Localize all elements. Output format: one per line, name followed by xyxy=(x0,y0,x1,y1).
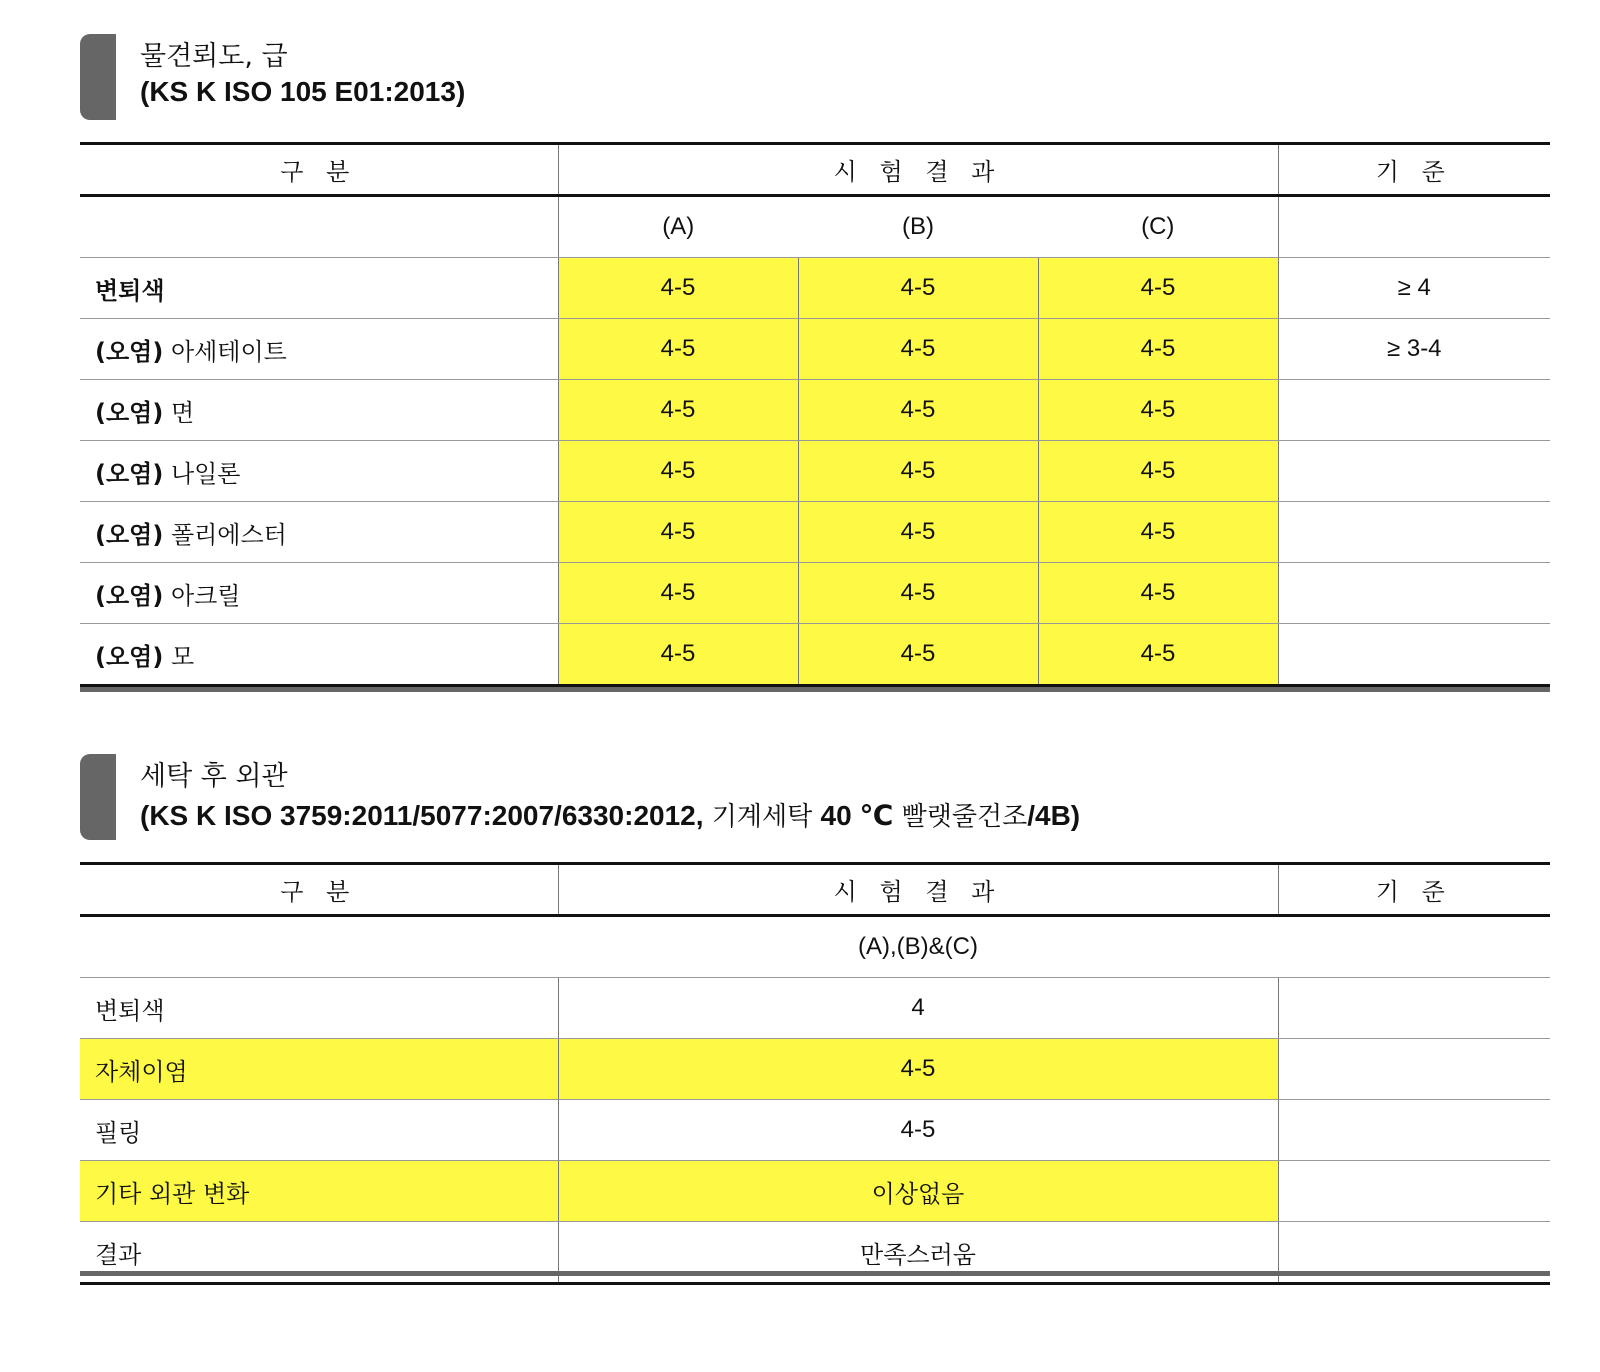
result-a: 4-5 xyxy=(558,319,798,380)
standard-value: ≥ 4 xyxy=(1278,258,1550,319)
sub-header-b: (B) xyxy=(798,196,1038,258)
row-label: 변퇴색 xyxy=(80,258,558,319)
result-b: 4-5 xyxy=(798,319,1038,380)
result-a: 4-5 xyxy=(558,441,798,502)
sub-header-abc: (A),(B)&(C) xyxy=(558,916,1278,978)
section-standard: (KS K ISO 3759:2011/5077:2007/6330:2012, 기계세탁 40 ℃ 빨랫줄건조/4B) xyxy=(140,800,1081,832)
row-label: (오염) 면 xyxy=(80,380,558,441)
section-divider xyxy=(80,687,1550,692)
section-title: 물견뢰도, 급 xyxy=(140,41,288,72)
sub-header-a: (A) xyxy=(558,196,798,258)
result-c: 4-5 xyxy=(1038,502,1278,563)
standard-value xyxy=(1278,978,1550,1039)
standard-value xyxy=(1278,502,1550,563)
sub-header-empty xyxy=(80,196,558,258)
appearance-table xyxy=(80,862,1550,1285)
result-c: 4-5 xyxy=(1038,319,1278,380)
table-row xyxy=(80,258,1550,319)
sub-header-row xyxy=(80,196,1550,258)
sub-header-standard xyxy=(1278,196,1550,258)
result-c: 4-5 xyxy=(1038,624,1278,686)
section-marker xyxy=(80,34,116,120)
standard-value xyxy=(1278,624,1550,686)
result-c: 4-5 xyxy=(1038,258,1278,319)
result-a: 4-5 xyxy=(558,380,798,441)
standard-value: ≥ 3-4 xyxy=(1278,319,1550,380)
table-row xyxy=(80,978,1550,1039)
table-row xyxy=(80,1100,1550,1161)
sub-header-empty xyxy=(80,916,558,978)
header-category: 구 분 xyxy=(80,864,558,916)
result-c: 4-5 xyxy=(1038,380,1278,441)
table-row xyxy=(80,319,1550,380)
result-b: 4-5 xyxy=(798,563,1038,624)
section-title: 세탁 후 외관 xyxy=(140,761,288,792)
row-label: 자체이염 xyxy=(80,1039,558,1100)
header-standard: 기 준 xyxy=(1278,864,1550,916)
header-result: 시 험 결 과 xyxy=(558,144,1278,196)
header-result: 시 험 결 과 xyxy=(558,864,1278,916)
section-header xyxy=(80,754,1550,840)
sub-header-row xyxy=(80,916,1550,978)
row-label: 변퇴색 xyxy=(80,978,558,1039)
section-marker xyxy=(80,754,116,840)
table-row xyxy=(80,380,1550,441)
table-row xyxy=(80,441,1550,502)
section-standard: (KS K ISO 105 E01:2013) xyxy=(140,76,466,107)
result-value: 4 xyxy=(558,978,1278,1039)
section-divider xyxy=(80,1271,1550,1276)
table-row xyxy=(80,624,1550,686)
sub-header-standard xyxy=(1278,916,1550,978)
colorfastness-table xyxy=(80,142,1550,687)
row-label: (오염) 폴리에스터 xyxy=(80,502,558,563)
sub-header-c: (C) xyxy=(1038,196,1278,258)
colorfastness-section xyxy=(80,34,1550,671)
table-row xyxy=(80,1161,1550,1222)
header-standard: 기 준 xyxy=(1278,144,1550,196)
row-label: 필링 xyxy=(80,1100,558,1161)
table-header-row xyxy=(80,144,1550,196)
row-label: 결과 xyxy=(80,1222,558,1284)
result-b: 4-5 xyxy=(798,502,1038,563)
standard-value xyxy=(1278,1100,1550,1161)
result-c: 4-5 xyxy=(1038,441,1278,502)
row-label: (오염) 아크릴 xyxy=(80,563,558,624)
row-label: (오염) 나일론 xyxy=(80,441,558,502)
result-a: 4-5 xyxy=(558,624,798,686)
table-row xyxy=(80,1039,1550,1100)
appearance-after-wash-section xyxy=(80,754,1550,1269)
row-label: (오염) 모 xyxy=(80,624,558,686)
result-value: 4-5 xyxy=(558,1039,1278,1100)
result-b: 4-5 xyxy=(798,380,1038,441)
result-value: 4-5 xyxy=(558,1100,1278,1161)
result-value: 이상없음 xyxy=(558,1161,1278,1222)
table-header-row xyxy=(80,864,1550,916)
header-category: 구 분 xyxy=(80,144,558,196)
standard-value xyxy=(1278,563,1550,624)
table-row xyxy=(80,502,1550,563)
result-b: 4-5 xyxy=(798,441,1038,502)
standard-value xyxy=(1278,441,1550,502)
result-c: 4-5 xyxy=(1038,563,1278,624)
result-a: 4-5 xyxy=(558,502,798,563)
standard-value xyxy=(1278,1161,1550,1222)
row-label: 기타 외관 변화 xyxy=(80,1161,558,1222)
result-b: 4-5 xyxy=(798,258,1038,319)
section-header xyxy=(80,34,1550,120)
result-b: 4-5 xyxy=(798,624,1038,686)
table-row xyxy=(80,563,1550,624)
result-a: 4-5 xyxy=(558,258,798,319)
row-label: (오염) 아세테이트 xyxy=(80,319,558,380)
result-a: 4-5 xyxy=(558,563,798,624)
result-value: 만족스러움 xyxy=(558,1222,1278,1284)
standard-value xyxy=(1278,1039,1550,1100)
standard-value xyxy=(1278,380,1550,441)
